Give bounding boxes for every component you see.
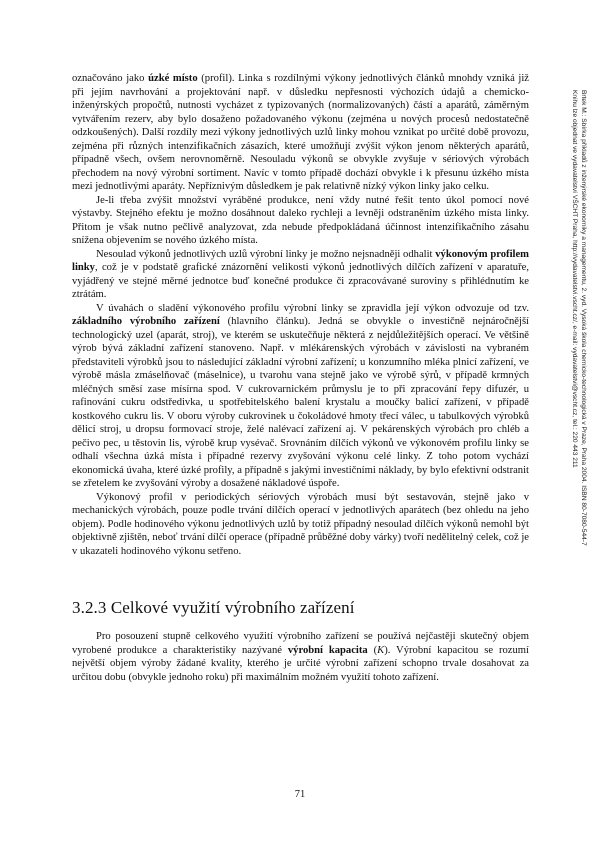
citation-sidebar bbox=[544, 90, 589, 650]
paragraph-6: Pro posouzení stupně celkového využití výrobního zařízení se používá nejčastěji skutečný objem vyrobené produkce a charakteristiky nazývané výrobní kapacita (K). Výrobní kapacitou se rozumí největší objem výroby žádané kvality, kterého je určité výrobní zařízení schopno trvale dosahovat za určitou dobu (obvykle jednoho roku) při maximálním možném využití tohoto zařízení. bbox=[72, 631, 529, 683]
citation-line: Brtek M.: Sbírka příkladů z inženýrské ekonomiky a managementu, 2. vyd. Vysoká škola chemicko-technologická v Praze, Praha 2004. ISBN 80-7080-544-7 bbox=[580, 90, 587, 546]
page-number: 71 bbox=[294, 789, 306, 800]
paragraph-3: Nesoulad výkonů jednotlivých uzlů výrobní linky je možno nejsnadněji odhalit výkonovým profilem linky, což je v podstatě grafické znázornění velikosti výkonů jednotlivých dílčích zařízení v aparatuře, vyjádřený ve stejné měrné jednotce buď konečné produkce či zpracovávané suroviny s přihlédnutím ke ztrátám. bbox=[72, 248, 529, 300]
main-text bbox=[72, 72, 529, 558]
section-heading: 3.2.3 Celkové využití výrobního zařízení bbox=[72, 598, 355, 617]
paragraph-2: Je-li třeba zvýšit množství vyráběné produkce, není vždy nutné řešit tento úkol pomocí nové výstavby. Stejného efektu je možno dosáhnout daleko rychleji a levněji odstraněním úzkého místa linky. Přitom je však nutno pečlivě analyzovat, zda nebude předpokládaná účinnost intenzifikačního zásahu snížena objevením se nového úzkého místa. bbox=[72, 194, 529, 246]
paragraph-4: V úvahách o sladění výkonového profilu výrobní linky se zpravidla její výkon odvozuje od tzv. základního výrobního zařízení (hlavního článku). Jedná se obvykle o investičně nejnáročnější technologický uzel (aparát, stroj), ve kterém se uskutečňuje některá z nejdůležitějších operací. Ve většině výrob bývá základní zařízení stanoveno. Např. v mlékárenských výrobách v závislosti na vybraném představiteli výrobků jsou to následující základní výrobní zařízení; u konzumního mléka plnicí zařízení, ve výrobě másla zmáselňovač (máselnice), u tvarohu vana stejně jako ve výrobě sýrů, v případě krmných mléčných směsí zase mísírna spod. V cukrovarnickém průmyslu je to při zpracování řepy difuzér, u rafinování cukru odstředivka, u spotřebitelského balení krystalu a moučky balicí zařízení, v případě kostkového cukru lis. V oboru výroby cukrovinek u čokoládové hmoty třecí válec, u tabulkových výrobků dělicí stroj, u dropsu formovací stroje, želé nalévací zařízení aj. V pekárenských výrobách pro chléb a pečivo pec, u těstovin lis, výrobě krup vysévač. Srovnáním dílčích výkonů ve výkonovém profilu linky se odhalí všechna úzká místa i případné rezervy zvyšování výkonu celé linky. Z toho potom vychází ekonomická úvaha, které úzké profily, a případně s jakými investičními náklady, by bylo efektivní odstranit se zřetelem ke zvyšování výroby a dosažené nákladové úspoře. bbox=[72, 302, 530, 489]
paragraph-5: Výkonový profil v periodických sériových výrobách musí být sestavován, stejně jako v mechanických výrobách, pouze podle trvání dílčích operací v jednotlivých aparátech (bez ohledu na jeho objem). Podle hodinového výkonu jednotlivých uzlů by totiž případný nesoulad dílčích výkonů nemohl být objektivně zjištěn, neboť trvání dílčí operace (případně průběžné doby várky) tvoří nedělitelný celek, což je v ukazateli hodinového výkonu setřeno. bbox=[72, 491, 529, 557]
section-text bbox=[72, 630, 529, 684]
ordering-line: Knihu lze objednat ve vydavatelství VŠCHT Praha, http://vydavatelstvi.vscht.cz/, e-mail: vydavatelstvi@vscht.cz, tel.: 220 443 211 bbox=[571, 90, 578, 468]
paragraph-1: označováno jako úzké místo (profil). Linka s rozdílnými výkony jednotlivých článků mnohdy vzniká již při jejím navrhování a projektování např. v důsledku nepřesnosti výchozích údajů a chemicko-inženýrských propočtů, nutnosti vycházet z typizovaných (normalizovaných) částí a aparátů, záměrným vytvářením rezerv, aby bylo dosaženo požadovaného výkonu (zejména u nových procesů nedostatečně odzkoušených). Další rozdíly mezi výkony jednotlivých uzlů linky mohou vznikat po určité době provozu, zejména při různých intenzifikačních zásazích, které umožňují zvýšit výkon jenom některých aparátů, případně všech, ovšem nerovnoměrně. Nesouladu výkonů se obvykle zvyšuje v sériových výrobách přechodem na nový výrobní sortiment. Navíc v tomto případě dochází obvykle i k přesunu úzkého místa mezi jednotlivými aparáty. Nepříznivým důsledkem je pak relativně nízký výkon linky jako celku. bbox=[72, 73, 529, 192]
